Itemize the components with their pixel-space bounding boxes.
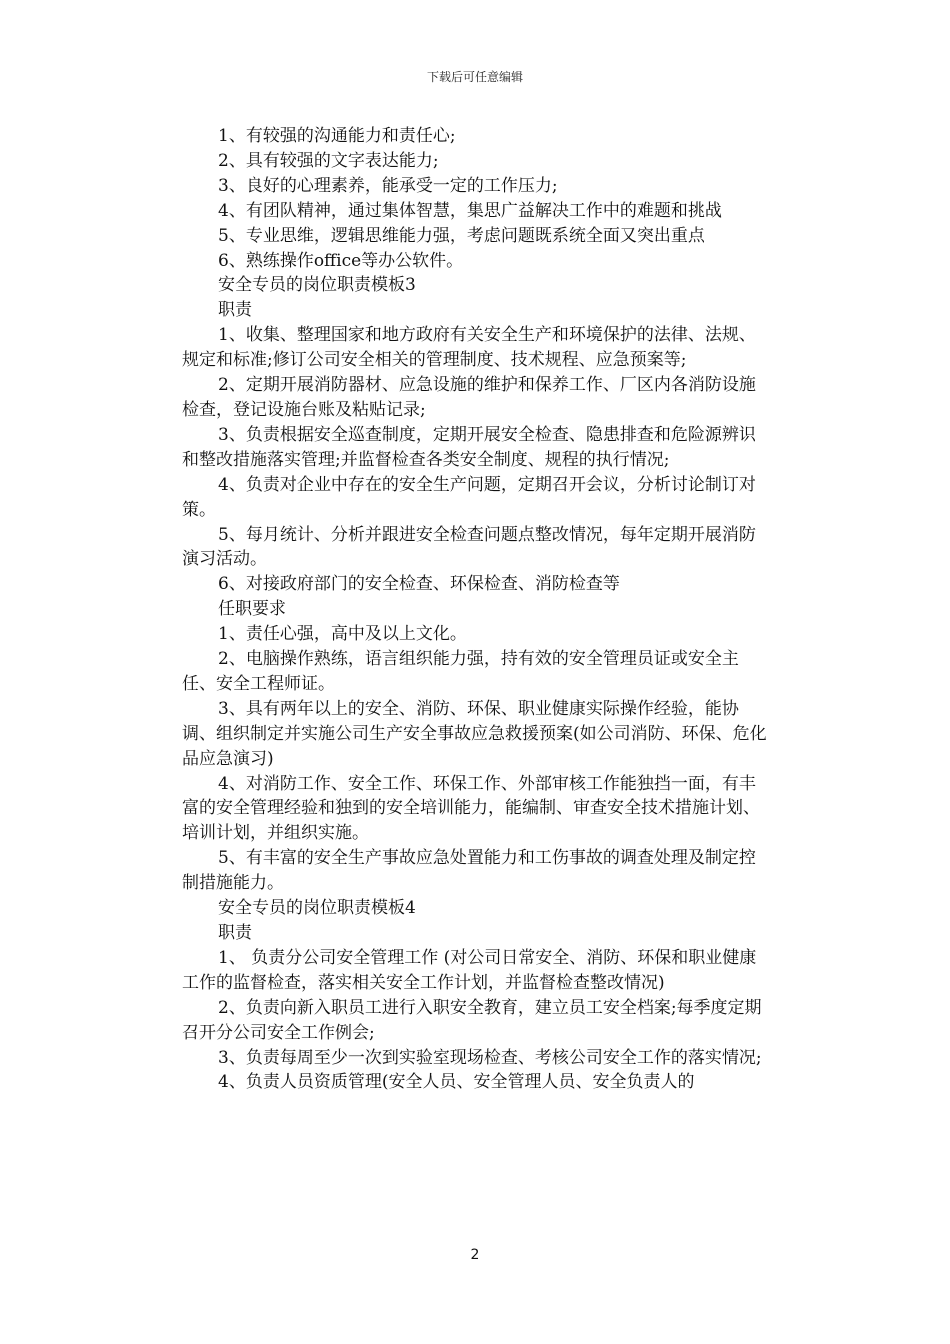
section-heading: 安全专员的岗位职责模板3 <box>218 275 416 296</box>
paragraph: 1、责任心强，高中及以上文化。 <box>218 624 467 645</box>
subsection-heading: 任职要求 <box>218 599 286 620</box>
subsection-heading: 职责 <box>218 923 252 943</box>
paragraph: 1、收集、整理国家和地方政府有关安全生产和环境保护的法律、法规、规定和标准;修订公司安全相关的管理制度、技术规程、应急预案等; <box>182 325 756 371</box>
paragraph: 3、具有两年以上的安全、消防、环保、职业健康实际操作经验，能协调、组织制定并实施公司生产安全事故应急救援预案(如公司消防、环保、危化品应急演习) <box>182 698 767 769</box>
paragraph: 1、 负责分公司安全管理工作 (对公司日常安全、消防、环保和职业健康工作的监督检查，落实相关安全工作计划，并监督检查整改情况) <box>182 947 757 993</box>
document-body <box>182 124 770 1095</box>
paragraph: 6、对接政府部门的安全检查、环保检查、消防检查等 <box>218 574 620 595</box>
paragraph: 4、负责对企业中存在的安全生产问题，定期召开会议，分析讨论制订对策。 <box>182 474 756 520</box>
paragraph: 2、负责向新入职员工进行入职安全教育，建立员工安全档案;每季度定期召开分公司安全工作例会; <box>182 997 762 1043</box>
paragraph: 5、有丰富的安全生产事故应急处置能力和工伤事故的调查处理及制定控制措施能力。 <box>182 848 756 894</box>
paragraph: 2、电脑操作熟练，语言组织能力强，持有效的安全管理员证或安全主任、安全工程师证。 <box>182 649 739 694</box>
paragraph: 4、负责人员资质管理(安全人员、安全管理人员、安全负责人的 <box>218 1072 695 1093</box>
page-header: 下载后可任意编辑 <box>426 70 523 84</box>
section-heading: 安全专员的岗位职责模板4 <box>218 898 416 919</box>
subsection-heading: 职责 <box>218 300 252 321</box>
paragraph: 4、对消防工作、安全工作、环保工作、外部审核工作能独挡一面，有丰富的安全管理经验和独到的安全培训能力，能编制、审查安全技术措施计划、培训计划，并组织实施。 <box>182 773 760 844</box>
paragraph: 5、专业思维，逻辑思维能力强，考虑问题既系统全面又突出重点 <box>218 225 705 246</box>
paragraph: 2、定期开展消防器材、应急设施的维护和保养工作、厂区内各消防设施检查，登记设施台账及粘贴记录; <box>182 375 756 420</box>
paragraph: 2、具有较强的文字表达能力; <box>218 150 439 171</box>
paragraph: 1、有较强的沟通能力和责任心; <box>218 126 456 146</box>
paragraph: 3、负责每周至少一次到实验室现场检查、考核公司安全工作的落实情况; <box>218 1047 762 1068</box>
paragraph: 3、良好的心理素养，能承受一定的工作压力; <box>218 175 558 196</box>
paragraph: 4、有团队精神，通过集体智慧，集思广益解决工作中的难题和挑战 <box>218 200 722 221</box>
paragraph: 6、熟练操作office等办公软件。 <box>218 250 464 271</box>
paragraph: 3、负责根据安全巡查制度，定期开展安全检查、隐患排查和危险源辨识和整改措施落实管理;并监督检查各类安全制度、规程的执行情况; <box>182 424 756 470</box>
page-number: 2 <box>470 1247 480 1263</box>
paragraph: 5、每月统计、分析并跟进安全检查问题点整改情况，每年定期开展消防演习活动。 <box>182 524 756 570</box>
